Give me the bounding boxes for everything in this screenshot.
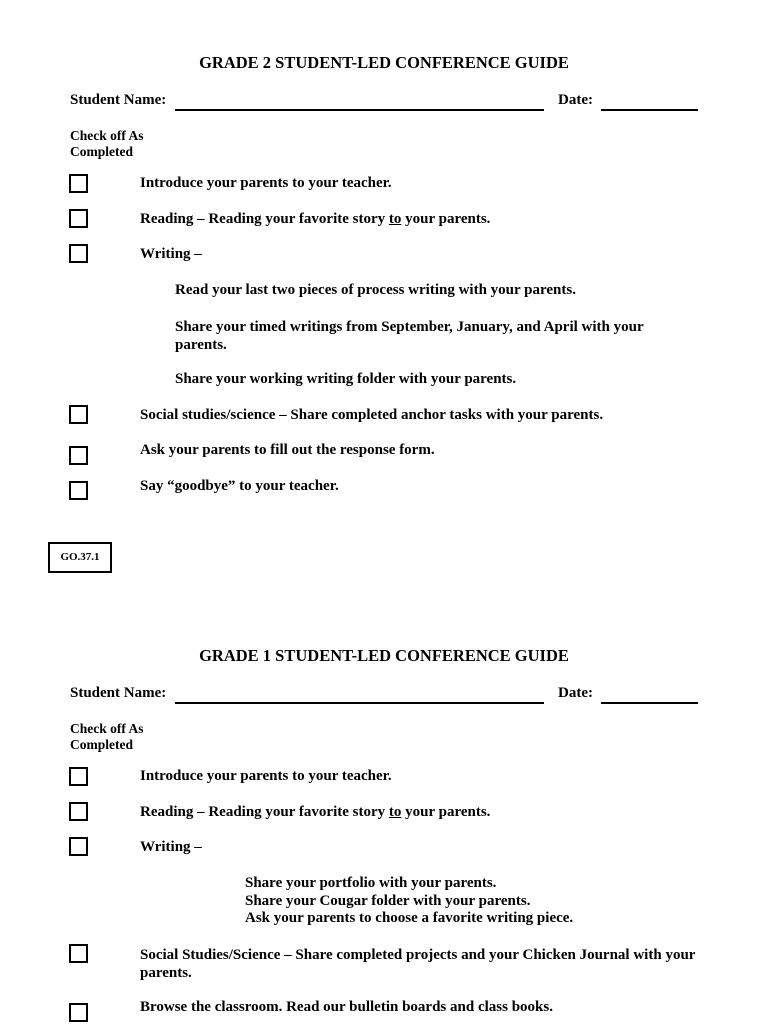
grade1-check-header	[70, 721, 190, 753]
reading-text: Reading – Reading your favorite story	[140, 804, 389, 820]
grade2-student-name-label: Student Name:	[70, 92, 167, 108]
item-introduce: Introduce your parents to your teacher.	[140, 768, 392, 784]
item-writing: Writing –	[140, 839, 202, 855]
item-ask-parents: Ask your parents to fill out the response form.	[140, 442, 435, 458]
checkbox-browse[interactable]	[69, 1003, 88, 1022]
writing-subitem-folder: Share your working writing folder with your parents.	[175, 371, 517, 387]
check-header-line: Completed	[70, 144, 133, 159]
writing-subitem-favorite-piece: Ask your parents to choose a favorite writing piece.	[245, 910, 574, 926]
item-reading	[140, 211, 490, 228]
checkbox-goodbye[interactable]	[69, 481, 88, 500]
checkbox-social-studies[interactable]	[69, 944, 88, 963]
grade2-student-name-field[interactable]	[175, 109, 544, 111]
checkbox-writing[interactable]	[69, 244, 88, 263]
grade2-title: GRADE 2 STUDENT-LED CONFERENCE GUIDE	[199, 53, 569, 72]
item-introduce: Introduce your parents to your teacher.	[140, 175, 392, 191]
writing-subitem-cougar-folder: Share your Cougar folder with your parents.	[245, 892, 531, 909]
grade2-date-field[interactable]	[601, 109, 698, 111]
grade1-title: GRADE 1 STUDENT-LED CONFERENCE GUIDE	[199, 646, 569, 665]
checkbox-writing[interactable]	[69, 837, 88, 856]
checkbox-reading[interactable]	[69, 802, 88, 821]
reading-text-end: your parents.	[401, 211, 491, 227]
item-goodbye: Say “goodbye” to your teacher.	[140, 478, 339, 494]
check-header-line: Check off As	[70, 721, 144, 736]
writing-subitem-process: Read your last two pieces of process writing with your parents.	[175, 282, 576, 298]
grade2-check-header	[70, 128, 190, 160]
reading-underlined-word: to	[388, 804, 402, 820]
checkbox-reading[interactable]	[69, 209, 88, 228]
checkbox-ask-parents[interactable]	[69, 446, 88, 465]
checkbox-introduce[interactable]	[69, 767, 88, 786]
grade1-date-field[interactable]	[601, 702, 698, 704]
item-reading	[140, 804, 490, 821]
item-social-studies: Social studies/science – Share completed anchor tasks with your parents.	[140, 407, 604, 423]
writing-subitem-timed: Share your timed writings from September, January, and April with your parents.	[175, 319, 644, 353]
item-writing: Writing –	[140, 246, 202, 262]
reading-text-end: your parents.	[401, 804, 491, 820]
reading-underlined-word: to	[388, 211, 402, 227]
item-social-studies: Social Studies/Science – Share completed projects and your Chicken Journal with your parents.	[140, 947, 696, 981]
check-header-line: Check off As	[70, 128, 144, 143]
grade1-date-label: Date:	[558, 685, 593, 701]
check-header-line: Completed	[70, 737, 133, 752]
item-browse: Browse the classroom. Read our bulletin boards and class books.	[140, 999, 553, 1015]
writing-subitems	[245, 875, 573, 928]
grade1-student-name-field[interactable]	[175, 702, 544, 704]
checkbox-introduce[interactable]	[69, 174, 88, 193]
form-code-box: GO.37.1	[48, 542, 112, 573]
writing-subitem-portfolio: Share your portfolio with your parents.	[245, 875, 497, 891]
checkbox-social-studies[interactable]	[69, 405, 88, 424]
grade1-student-name-label: Student Name:	[70, 685, 167, 701]
reading-text: Reading – Reading your favorite story	[140, 211, 389, 227]
grade2-date-label: Date:	[558, 92, 593, 108]
